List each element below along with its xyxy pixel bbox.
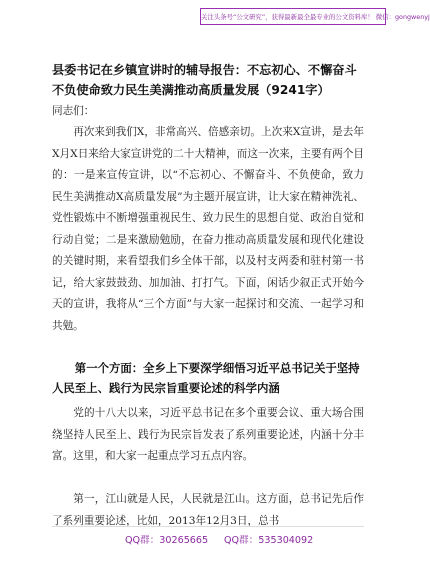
footer-qq-group-2: QQ群：535304092 — [224, 535, 314, 546]
section-heading-1: 第一个方面：全乡上下要深学细悟习近平总书记关于坚持人民至上、践行为民宗旨重要论述的科学内涵 — [52, 361, 360, 395]
footer — [0, 532, 408, 548]
salutation: 同志们： — [52, 105, 95, 117]
paragraph-3: 第一，江山就是人民，人民就是江山。这方面，总书记先后作了系列重要论述，比如，2013年12月3日，总书 — [52, 493, 364, 527]
paragraph-1: 再次来到我们X，非常高兴、倍感亲切。上次来X宣讲，是去年X月X日来给大家宣讲党的二十大精神，而这一次来，主要有两个目的：一是来宣传宣讲，以“不忘初心、不懈奋斗、不负使命，致力民生美满推动X高质量发展”为主题开展宣讲，让大家在精神洗礼、党性锻炼中不断增强重视民生、致力民生的思想自觉、政治自觉和行动自觉；二是来激励勉励，在奋力推动高质量发展和现代化建设的关键时期，来看望我们乡全体干部，以及村支两委和驻村第一书记，给大家鼓鼓劲、加加油、打打气。下面，闲话少叙正式开始今天的宣讲，我将从“三个方面”与大家一起探讨和交流、一起学习和共勉。 — [52, 126, 364, 332]
footer-divider — [52, 526, 364, 527]
footer-qq-group-1: QQ群：30265665 — [125, 535, 209, 546]
paragraph-2: 党的十八大以来，习近平总书记在多个重要会议、重大场合围绕坚持人民至上、践行为民宗旨发表了系列重要论述，内涵十分丰富。这里，和大家一起重点学习五点内容。 — [52, 407, 364, 462]
header-banner: 关注头条号“公文研究”，获得最新最全最专业的公文资料库！ 微信：gongwenyj — [200, 8, 386, 25]
document-title: 县委书记在乡镇宣讲时的辅导报告：不忘初心、不懈奋斗不负使命致力民生美满推动高质量发展（9241字） — [52, 63, 357, 97]
